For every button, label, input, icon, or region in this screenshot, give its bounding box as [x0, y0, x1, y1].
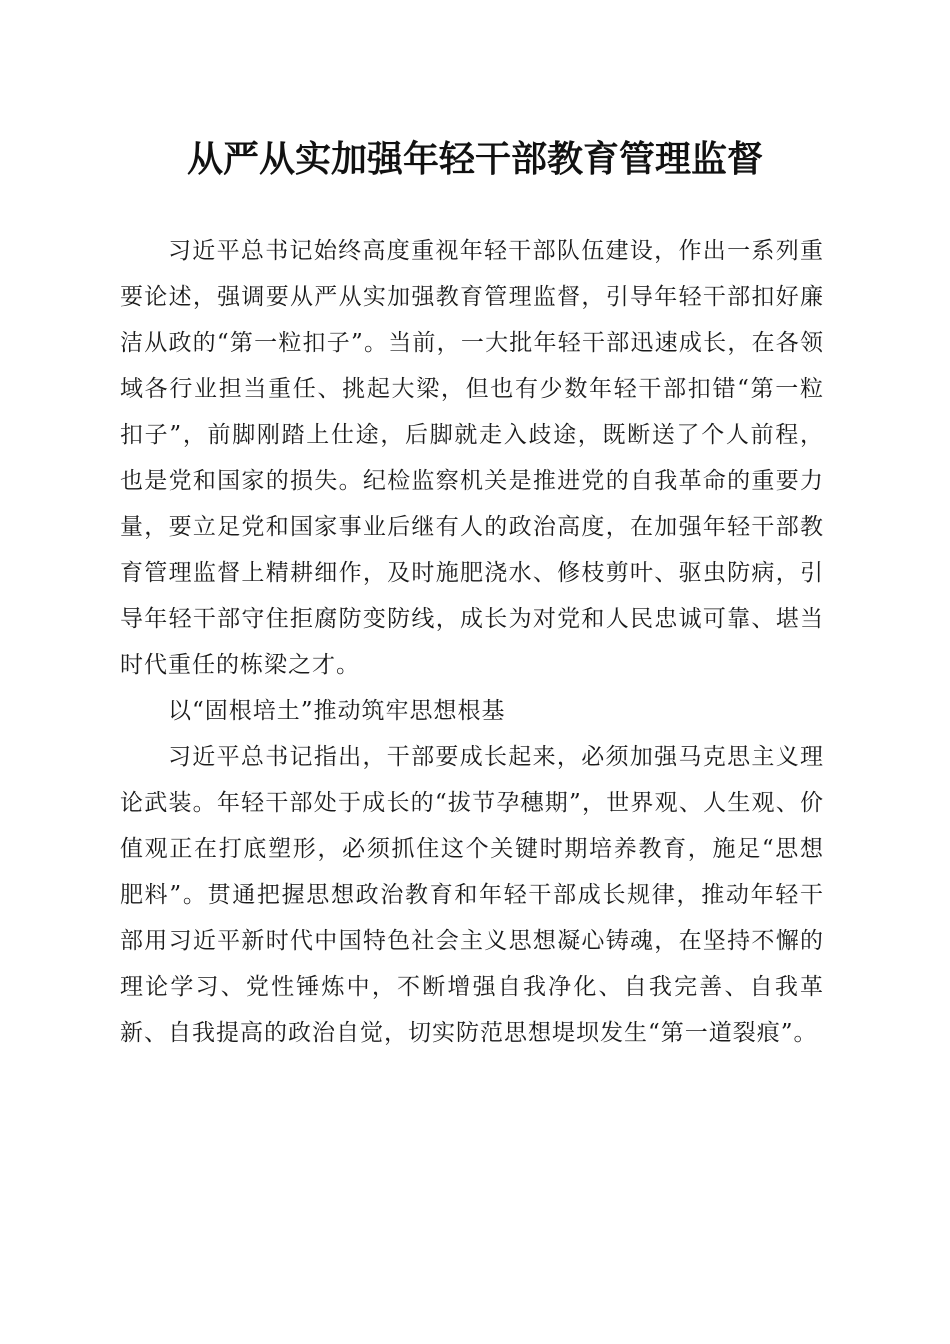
document-title: 从严从实加强年轻干部教育管理监督 [186, 138, 763, 180]
document-body [120, 228, 824, 1056]
paragraph-section-1: 习近平总书记指出，干部要成长起来，必须加强马克思主义理论武装。年轻干部处于成长的“拔节孕穗期”，世界观、人生观、价值观正在打底塑形，必须抓住这个关键时期培养教育，施足“思想肥料”。贯通把握思想政治教育和年轻干部成长规律，推动年轻干部用习近平新时代中国特色社会主义思想凝心铸魂，在坚持不懈的理论学习、党性锤炼中，不断增强自我净化、自我完善、自我革新、自我提高的政治自觉，切实防范思想堤坝发生“第一道裂痕”。 [120, 744, 824, 1046]
paragraph-intro: 习近平总书记始终高度重视年轻干部队伍建设，作出一系列重要论述，强调要从严从实加强教育管理监督，引导年轻干部扣好廉洁从政的“第一粒扣子”。当前，一大批年轻干部迅速成长，在各领域各行业担当重任、挑起大梁，但也有少数年轻干部扣错“第一粒扣子”，前脚刚踏上仕途，后脚就走入歧途，既断送了个人前程，也是党和国家的损失。纪检监察机关是推进党的自我革命的重要力量，要立足党和国家事业后继有人的政治高度，在加强年轻干部教育管理监督上精耕细作，及时施肥浇水、修枝剪叶、驱虫防病，引导年轻干部守住拒腐防变防线，成长为对党和人民忠诚可靠、堪当时代重任的栋梁之才。 [120, 238, 824, 678]
section-heading: 以“固根培土”推动筑牢思想根基 [168, 698, 506, 724]
